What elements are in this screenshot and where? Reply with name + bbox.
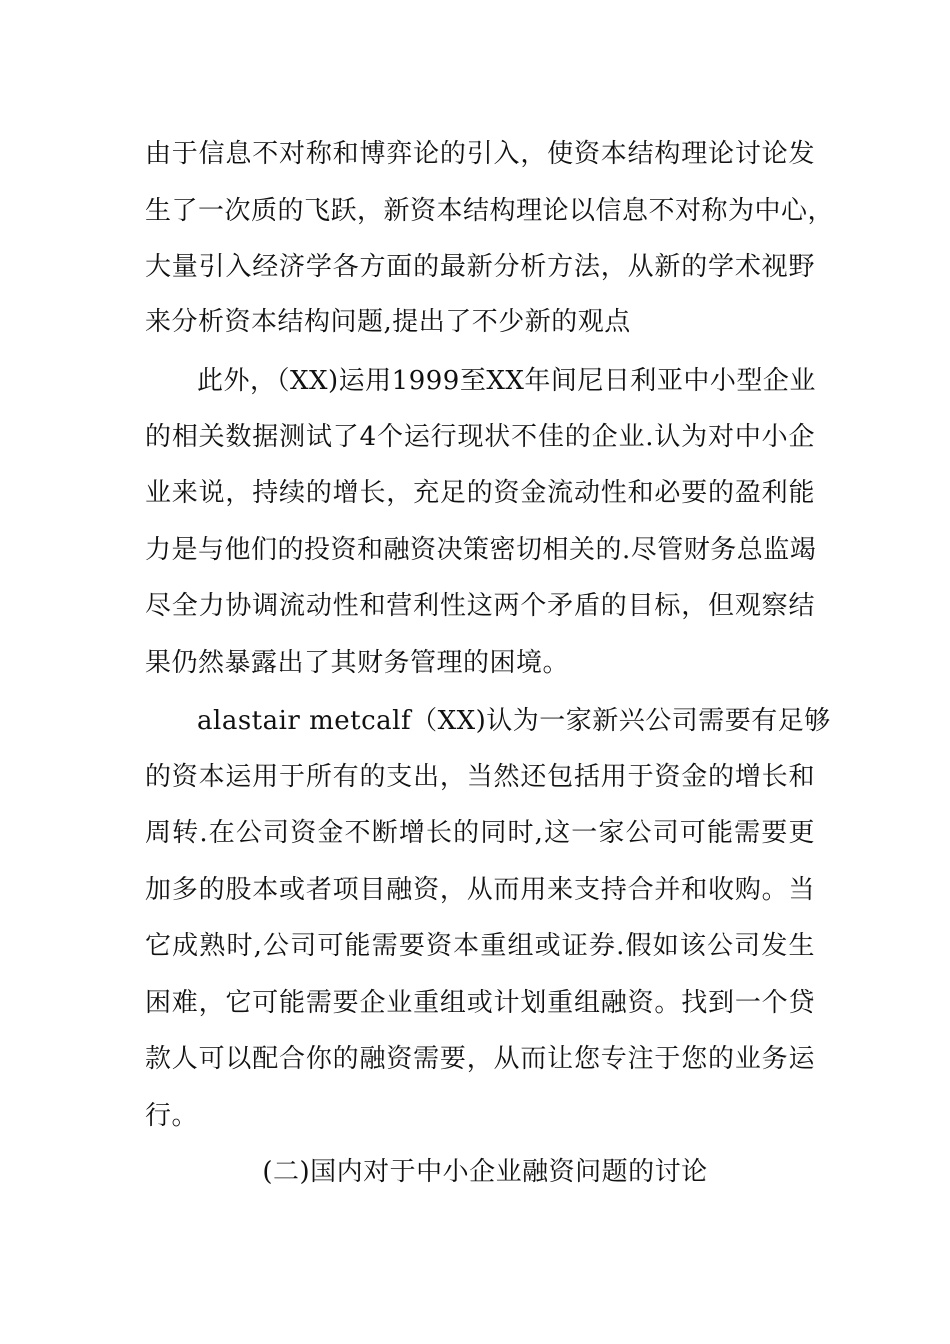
section-heading: (二)国内对于中小企业融资问题的讨论 <box>262 1157 708 1187</box>
paragraph-1-line-1: 由于信息不对称和博弈论的引入，使资本结构理论讨论发 <box>145 139 815 169</box>
paragraph-2-line-6: 果仍然暴露出了其财务管理的困境。 <box>145 648 570 678</box>
paragraph-2-line-5: 尽全力协调流动性和营利性这两个矛盾的目标，但观察结 <box>145 591 815 621</box>
paragraph-3-line-6: 困难，它可能需要企业重组或计划重组融资。找到一个贷 <box>145 988 815 1018</box>
paragraph-1-line-2: 生了一次质的飞跃，新资本结构理论以信息不对称为中心， <box>145 196 835 226</box>
paragraph-1-line-4: 来分析资本结构问题,提出了不少新的观点 <box>145 307 631 337</box>
paragraph-2-line-3: 业来说，持续的增长，充足的资金流动性和必要的盈利能 <box>145 478 815 508</box>
paragraph-3-line-7: 款人可以配合你的融资需要，从而让您专注于您的业务运 <box>145 1044 815 1074</box>
paragraph-2-line-1: 此外，（XX)运用1999至XX年间尼日利亚中小型企业 <box>197 366 816 396</box>
paragraph-3-line-2: 的资本运用于所有的支出，当然还包括用于资金的增长和 <box>145 762 815 792</box>
paragraph-2-line-4: 力是与他们的投资和融资决策密切相关的.尽管财务总监竭 <box>145 535 817 565</box>
paragraph-3-line-8: 行。 <box>145 1101 199 1131</box>
paragraph-3-line-3: 周转.在公司资金不断增长的同时,这一家公司可能需要更 <box>145 818 815 848</box>
paragraph-3-line-4: 加多的股本或者项目融资，从而用来支持合并和收购。当 <box>145 875 815 905</box>
paragraph-3-line-1: alastair metcalf（XX)认为一家新兴公司需要有足够 <box>197 706 831 736</box>
paragraph-3-line-5: 它成熟时,公司可能需要资本重组或证券.假如该公司发生 <box>145 931 815 961</box>
paragraph-2-line-2: 的相关数据测试了4个运行现状不佳的企业.认为对中小企 <box>145 422 815 452</box>
paragraph-1-line-3: 大量引入经济学各方面的最新分析方法，从新的学术视野 <box>145 252 815 282</box>
